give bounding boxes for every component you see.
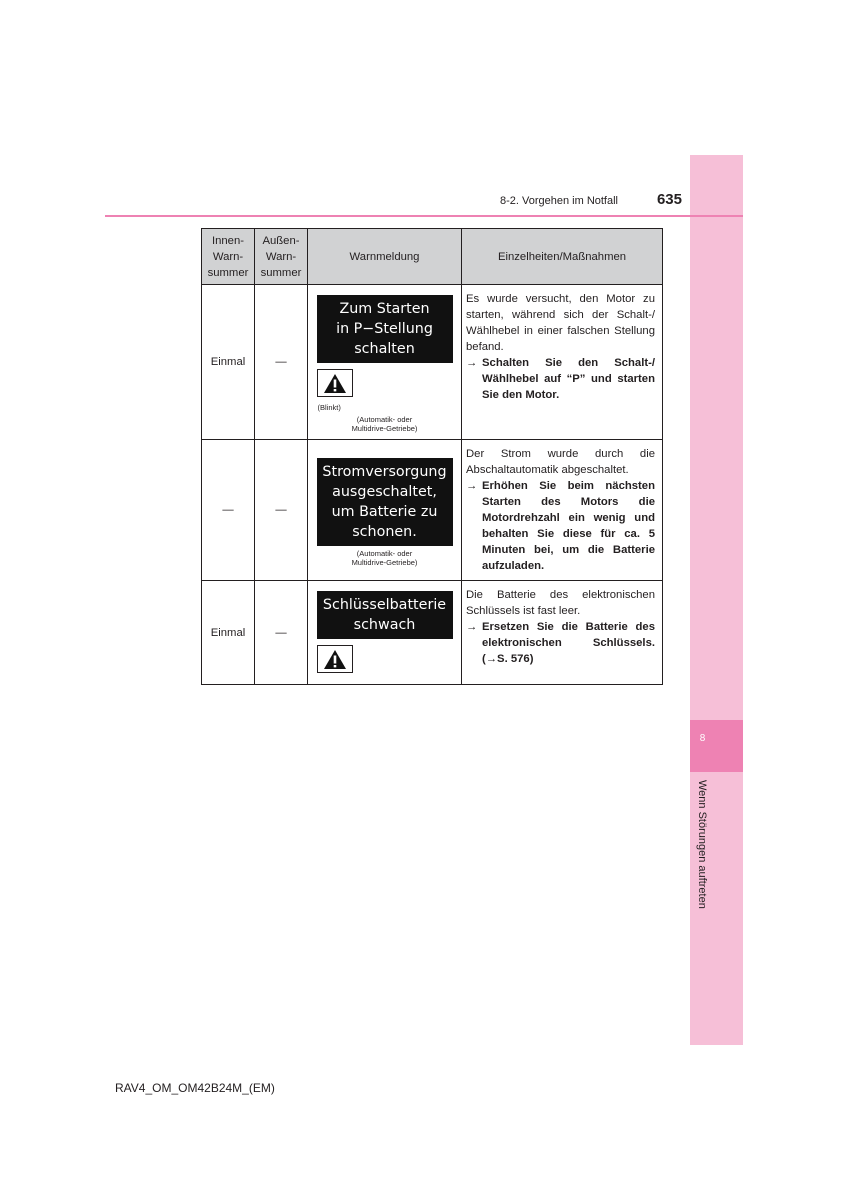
- display-message: Zum Starten in P−Stellung schalten: [317, 295, 453, 363]
- header-rule: [105, 215, 743, 217]
- detail-text: Der Strom wurde durch die Abschaltautomatik abgeschaltet.: [466, 448, 655, 476]
- warning-triangle-icon: [317, 369, 353, 397]
- header-inner-buzzer: Innen- Warn- summer: [202, 229, 255, 285]
- details-cell: [462, 581, 663, 685]
- action-text: Schalten Sie den Schalt-/ Wählhebel auf “P” und starten Sie den Motor.: [482, 357, 655, 401]
- display-message: Stromversorgung ausgeschaltet, um Batterie zu schonen.: [317, 458, 453, 546]
- header-details: Einzelheiten/Maßnahmen: [462, 229, 663, 285]
- arrow-icon: →: [466, 480, 478, 492]
- detail-text: Es wurde versucht, den Motor zu starten, während sich der Schalt-/ Wählhebel in einer falschen Stellung befand.: [466, 293, 655, 353]
- table-row: [202, 285, 663, 440]
- header-outer-buzzer: Außen- Warn- summer: [255, 229, 308, 285]
- header-message: Warnmeldung: [308, 229, 462, 285]
- inner-buzzer-cell: Einmal: [202, 581, 255, 685]
- arrow-icon: →: [466, 357, 478, 369]
- table-row: [202, 581, 663, 685]
- footer-doc-id: RAV4_OM_OM42B24M_(EM): [115, 1081, 275, 1095]
- display-message: Schlüsselbatterie schwach: [317, 591, 453, 639]
- transmission-note: (Automatik- oder Multidrive-Getriebe): [351, 415, 418, 433]
- message-cell: [308, 285, 462, 440]
- action-text: Ersetzen Sie die Batterie des elektronischen Schlüssels. (→S. 576): [482, 621, 655, 665]
- detail-text: Die Batterie des elektronischen Schlüssels ist fast leer.: [466, 589, 655, 617]
- transmission-note: (Automatik- oder Multidrive-Getriebe): [351, 548, 418, 567]
- blink-note: (Blinkt): [317, 403, 341, 412]
- warning-triangle-icon: [317, 645, 353, 673]
- outer-buzzer-cell: —: [255, 285, 308, 440]
- message-cell: [308, 581, 462, 685]
- outer-buzzer-cell: —: [255, 581, 308, 685]
- arrow-icon: →: [466, 621, 478, 633]
- chapter-number: 8: [699, 733, 706, 744]
- message-cell: [308, 440, 462, 581]
- chapter-title: Wenn Störungen auftreten: [696, 780, 708, 909]
- page-number: 635: [656, 191, 682, 208]
- inner-buzzer-cell: Einmal: [202, 285, 255, 440]
- details-cell: [462, 285, 663, 440]
- chapter-marker: [690, 720, 743, 772]
- action-text: Erhöhen Sie beim nächsten Starten des Motors die Motordrehzahl ein wenig und behalten Sie diese für ca. 5 Minuten bei, um die Batterie aufzuladen.: [482, 480, 655, 572]
- table-header-row: [202, 229, 663, 285]
- outer-buzzer-cell: —: [255, 440, 308, 581]
- warning-table: [201, 228, 663, 685]
- inner-buzzer-cell: —: [202, 440, 255, 581]
- section-title: 8-2. Vorgehen im Notfall: [499, 195, 618, 207]
- details-cell: [462, 440, 663, 581]
- table-row: [202, 440, 663, 581]
